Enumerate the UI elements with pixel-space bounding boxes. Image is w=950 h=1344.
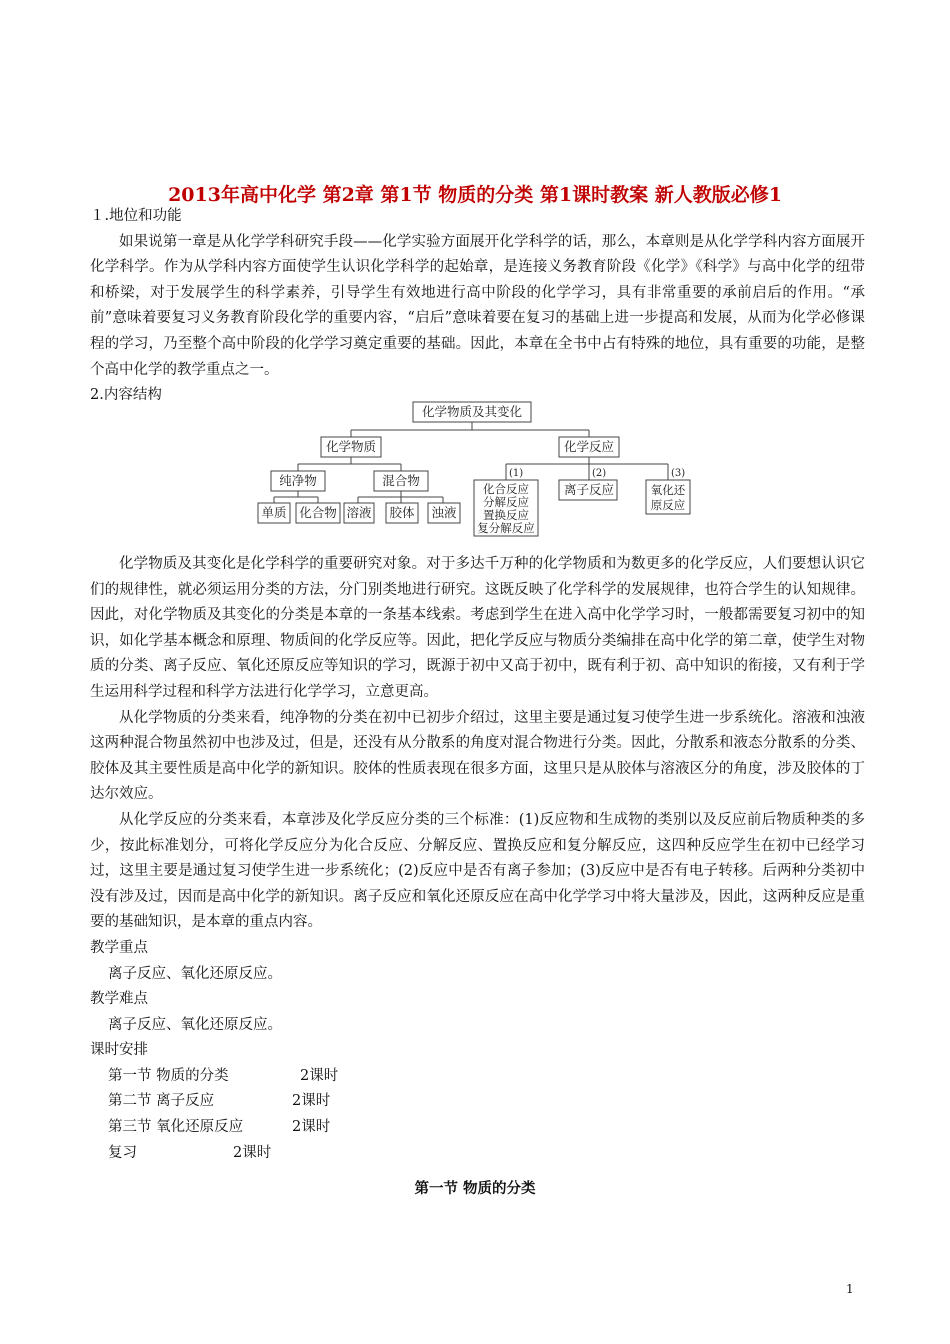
- schedule-item-hours: 2课时: [300, 1067, 339, 1084]
- difficult-points-content: 离子反应、氧化还原反应。: [108, 1016, 282, 1033]
- content-structure-diagram: [256, 400, 696, 542]
- diagram-compound: 化合物: [299, 505, 337, 520]
- schedule-item-hours: 2课时: [292, 1119, 331, 1136]
- diagram-solution: 溶液: [346, 505, 372, 520]
- schedule-row: [90, 1115, 865, 1141]
- document-title: 2013年高中化学 第2章 第1节 物质的分类 第1课时教案 新人教版必修1: [168, 184, 782, 206]
- section-1-heading: １.地位和功能: [90, 208, 182, 224]
- diagram-label-3: (3): [671, 468, 686, 479]
- schedule-item-name: 第一节 物质的分类: [108, 1067, 229, 1084]
- diagram-chemical-substance: 化学物质: [325, 439, 377, 454]
- diagram-pure-substance: 纯净物: [279, 473, 317, 488]
- paragraph-reaction-classification: 从化学反应的分类来看，本章涉及化学反应分类的三个标准：(1)反应物和生成物的类别以及反应前后物质种类的多少，按此标准划分，可将化学反应分为化合反应、分解反应、置换反应和复分解反应，这四种反应学生在初中已经学习过，这里主要是通过复习使学生进一步系统化；(2)反应中是否有离子参加；(3)反应中是否有电子转移。后两种分类初中没有涉及过，因而是高中化学的新知识。离子反应和氧化还原反应在高中化学学习中将大量涉及，因此，这两种反应是重要的基础知识，是本章的重点内容。: [90, 811, 865, 931]
- diagram-suspension: 浊液: [431, 505, 457, 520]
- paragraph-classification-overview: 化学物质及其变化是化学科学的重要研究对象。对于多达千万种的化学物质和为数更多的化学反应，人们要想认识它们的规律性，就必须运用分类的方法，分门别类地进行研究。这既反映了化学科学的发展规律，也符合学生的认知规律。因此，对化学物质及其变化的分类是本章的一条基本线索。考虑到学生在进入高中化学学习时，一般都需要复习初中的知识，如化学基本概念和原理、物质间的化学反应等。因此，把化学反应与物质分类编排在高中化学的第二章，使学生对物质的分类、离子反应、氧化还原反应等知识的学习，既源于初中又高于初中，既有利于初、高中知识的衔接，又有利于学生运用科学过程和科学方法进行化学学习，立意更高。: [90, 556, 865, 700]
- diagram-root: 化学物质及其变化: [421, 404, 523, 419]
- key-points-content: 离子反应、氧化还原反应。: [108, 965, 282, 982]
- diagram-reaction-type: 置换反应: [483, 508, 529, 522]
- section-title: 第一节 物质的分类: [414, 1180, 536, 1197]
- diagram-label-1: (1): [509, 468, 524, 479]
- diagram-element: 单质: [261, 505, 287, 520]
- page-number: 1: [846, 1282, 854, 1296]
- schedule-item-hours: 2课时: [292, 1093, 331, 1110]
- difficult-points-heading: 教学难点: [90, 991, 148, 1008]
- key-points-heading: 教学重点: [90, 939, 148, 956]
- diagram-reaction-type: 分解反应: [483, 495, 529, 509]
- section-1-paragraph: 如果说第一章是从化学学科研究手段——化学实验方面展开化学科学的话，那么，本章则是从化学学科内容方面展开化学科学。作为从学科内容方面使学生认识化学科学的起始章，是连接义务教育阶段《化学》《科学》与高中化学的纽带和桥梁，对于发展学生的科学素养，引导学生有效地进行高中阶段的化学学习，具有非常重要的承前启后的作用。“承前”意味着要复习义务教育阶段化学的重要内容，“启后”意味着要在复习的基础上进一步提高和发展，从而为化学必修课程的学习，乃至整个高中阶段的化学学习奠定重要的基础。因此，本章在全书中占有特殊的地位，具有重要的功能，是整个高中化学的教学重点之一。: [90, 233, 865, 378]
- diagram-reaction-type: 化合反应: [483, 482, 529, 496]
- section-1: [90, 204, 865, 409]
- diagram-colloid: 胶体: [389, 505, 415, 520]
- diagram-reaction-type: 复分解反应: [477, 521, 535, 535]
- schedule-row: [90, 1064, 865, 1090]
- schedule-item-name: 复习: [108, 1144, 137, 1161]
- schedule-item-name: 第三节 氧化还原反应: [108, 1119, 244, 1136]
- diagram-label-2: (2): [592, 468, 607, 479]
- diagram-mixture: 混合物: [382, 473, 420, 488]
- diagram-ionic-reaction: 离子反应: [563, 482, 615, 497]
- section-2-heading: 2.内容结构: [90, 387, 162, 404]
- paragraph-substance-classification: 从化学物质的分类来看，纯净物的分类在初中已初步介绍过，这里主要是通过复习使学生进一步系统化。溶液和浊液这两种混合物虽然初中也涉及过，但是，还没有从分散系的角度对混合物进行分类。因此，分散系和液态分散系的分类、胶体及其主要性质是高中化学的新知识。胶体的性质表现在很多方面，这里只是从胶体与溶液区分的角度，涉及胶体的丁达尔效应。: [90, 709, 865, 803]
- schedule-row: [90, 1141, 865, 1167]
- schedule-item-hours: 2课时: [233, 1144, 272, 1161]
- schedule-item-name: 第二节 离子反应: [108, 1093, 215, 1110]
- schedule-row: [90, 1089, 865, 1115]
- diagram-chemical-reaction: 化学反应: [563, 439, 615, 454]
- body-text: [90, 552, 865, 1166]
- diagram-redox-line1: 氧化还: [650, 483, 686, 497]
- diagram-redox-line2: 原反应: [650, 498, 686, 512]
- schedule-heading: 课时安排: [90, 1042, 148, 1059]
